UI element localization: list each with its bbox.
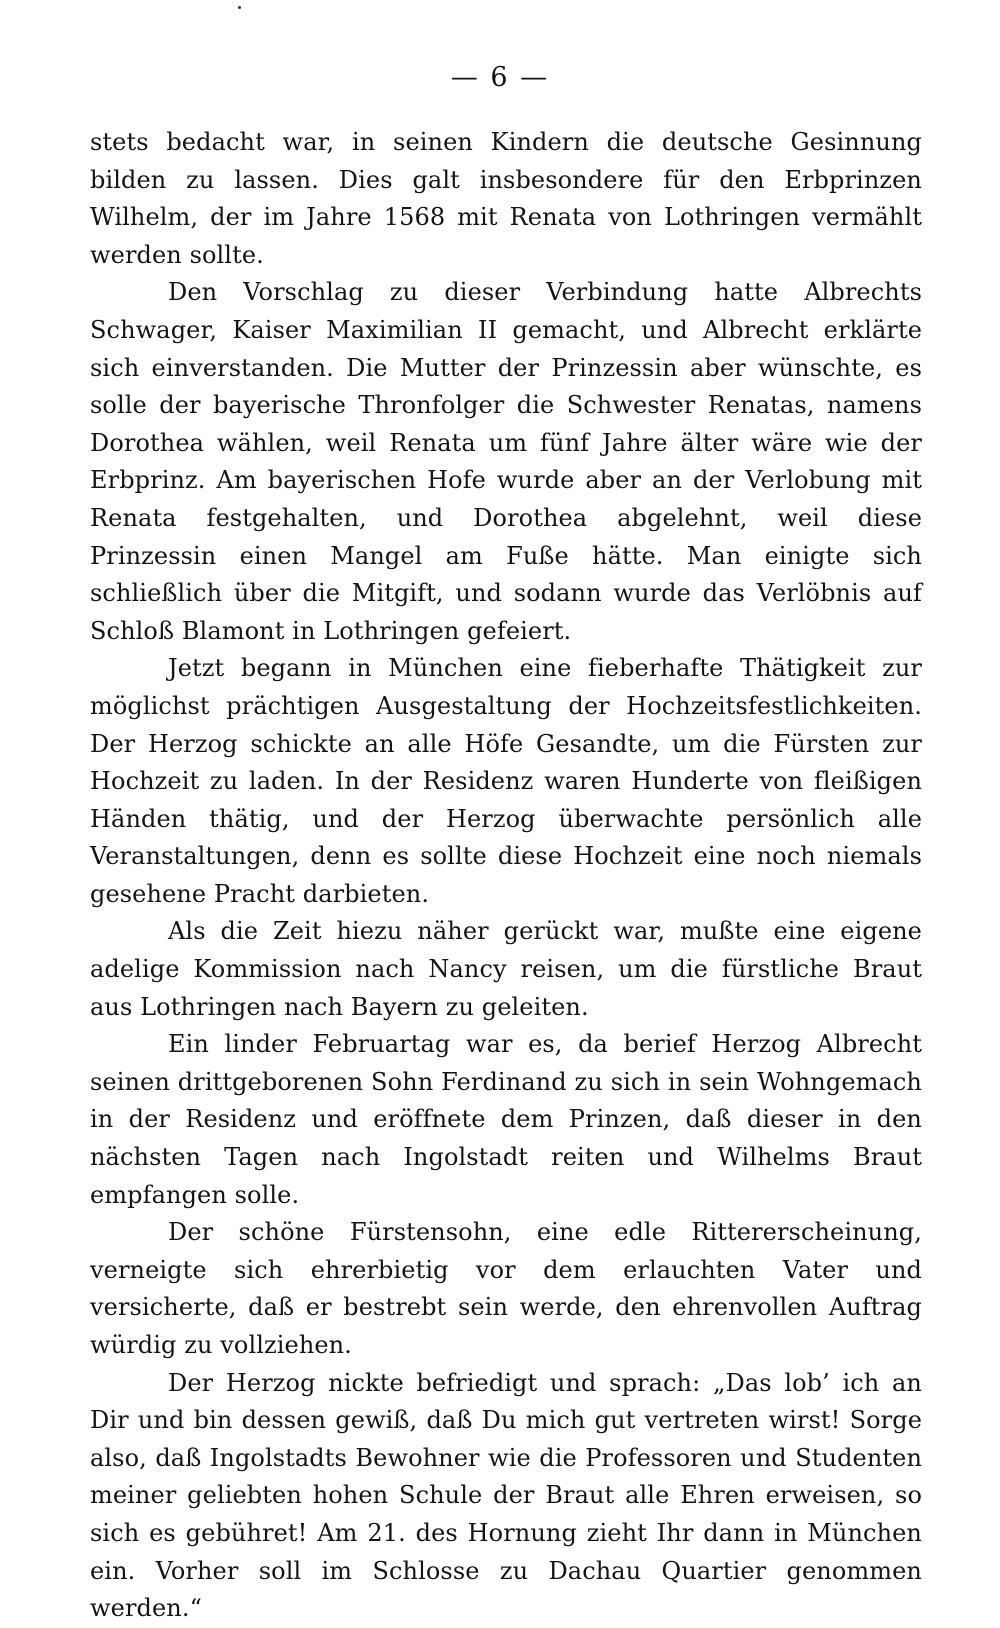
paragraph-5: Ein linder Februartag war es, da berief Herzog Albrecht seinen drittgeborenen Sohn Ferdinand zu sich in sein Wohngemach in der Residenz und eröffnete dem Prinzen, daß dieser in den nächsten Tagen nach Ingolstadt reiten und Wilhelms Braut empfangen solle. [90, 1030, 922, 1209]
paragraph-6: Der schöne Fürstensohn, eine edle Rittererscheinung, verneigte sich ehrerbietig vor dem erlauchten Vater und versicherte, daß er bestrebt sein werde, den ehrenvollen Auftrag würdig zu vollziehen. [90, 1218, 922, 1359]
paragraph-2: Den Vorschlag zu dieser Verbindung hatte Albrechts Schwager, Kaiser Maximilian II gemacht, und Albrecht erklärte sich einverstanden. Die Mutter der Prinzessin aber wünschte, es solle der bayerische Thronfolger die Schwester Renatas, namens Dorothea wählen, weil Renata um fünf Jahre älter wäre wie der Erbprinz. Am bayerischen Hofe wurde aber an der Verlobung mit Renata festgehalten, und Dorothea abgelehnt, weil diese Prinzessin einen Mangel am Fuße hätte. Man einigte sich schließlich über die Mitgift, und sodann wurde das Verlöbnis auf Schloß Blamont in Lothringen gefeiert. [90, 278, 922, 645]
body-text [90, 124, 922, 1628]
paragraph-3: Jetzt begann in München eine fieberhafte Thätigkeit zur möglichst prächtigen Ausgestaltung der Hochzeitsfestlichkeiten. Der Herzog schickte an alle Höfe Gesandte, um die Fürsten zur Hochzeit zu laden. In der Residenz waren Hunderte von fleißigen Händen thätig, und der Herzog überwachte persönlich alle Veranstaltungen, denn es sollte diese Hochzeit eine noch niemals gesehene Pracht darbieten. [90, 654, 922, 908]
paragraph-7: Der Herzog nickte befriedigt und sprach: „Das lob’ ich an Dir und bin dessen gewiß, daß Du mich gut vertreten wirst! Sorge also, daß Ingolstadts Bewohner wie die Professoren und Studenten meiner geliebten hohen Schule der Braut alle Ehren erweisen, so sich es gebühret! Am 21. des Hornung zieht Ihr dann in München ein. Vorher soll im Schlosse zu Dachau Quartier genommen werden.“ [90, 1368, 922, 1623]
paragraph-4: Als die Zeit hiezu näher gerückt war, mußte eine eigene adelige Kommission nach Nancy reisen, um die fürstliche Braut aus Lothringen nach Bayern zu geleiten. [90, 917, 922, 1021]
paragraph-1: stets bedacht war, in seinen Kindern die deutsche Gesinnung bilden zu lassen. Dies galt insbesondere für den Erbprinzen Wilhelm, der im Jahre 1568 mit Renata von Lothringen vermählt werden sollte. [90, 128, 922, 269]
ink-speck [238, 6, 241, 9]
page-number: — 6 — [450, 62, 550, 93]
